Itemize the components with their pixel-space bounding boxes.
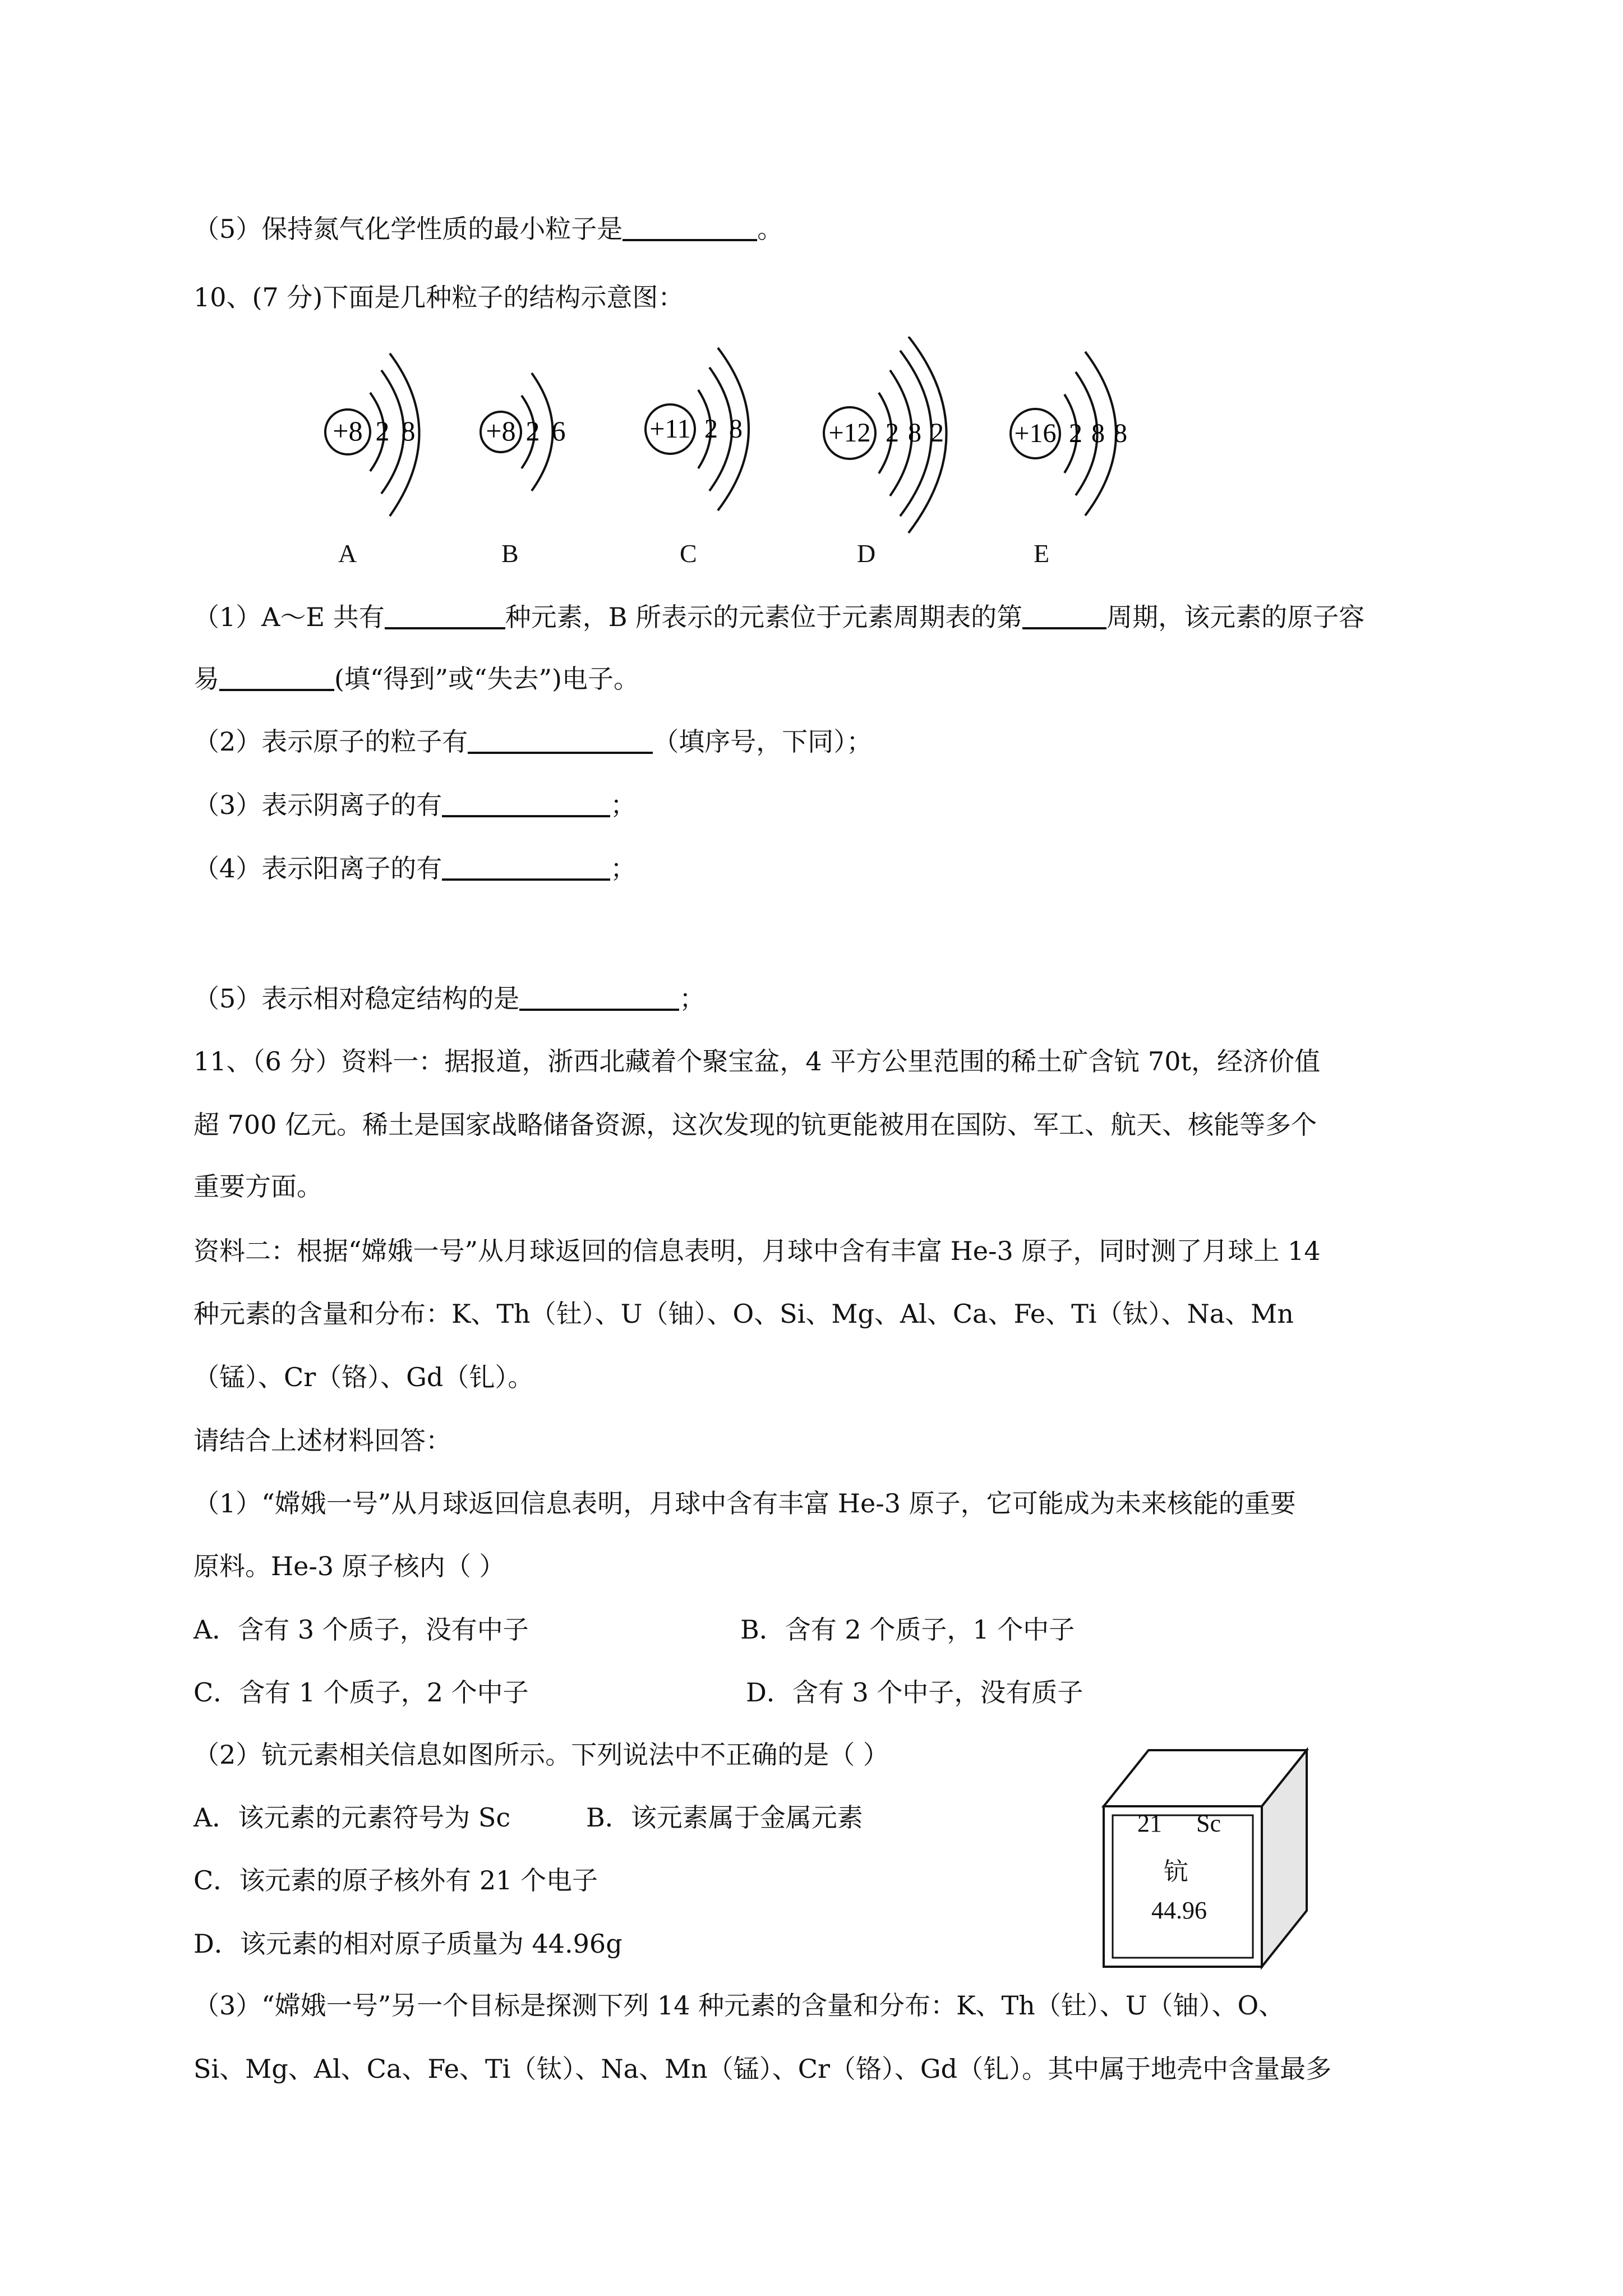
q9-sub5-text: （5）保持氮气化学性质的最小粒子是 — [193, 214, 623, 244]
q9-sub5-end: 。 — [757, 214, 783, 244]
q11-sub2-option-c[interactable]: C．该元素的原子核外有 21 个电子 — [193, 1865, 598, 1895]
atom-diagram-c — [639, 342, 785, 530]
q10-sub5 — [193, 982, 705, 1015]
q11-line6: （锰）、Cr（铬）、Gd（钆）。 — [193, 1362, 534, 1392]
q11-line5: 种元素的含量和分布：K、Th（钍）、U（铀）、O、Si、Mg、Al、Ca、Fe、Ti（钛）、Na、Mn — [193, 1299, 1294, 1329]
q10-sub2 — [193, 725, 872, 758]
atom-diagram-b — [476, 348, 610, 530]
q11-line4: 资料二：根据“嫦娥一号”从月球返回的信息表明，月球中含有丰富 He-3 原子，同时测了月球上 14 — [193, 1236, 1321, 1266]
answer-blank[interactable] — [442, 853, 610, 881]
atom-label-c: C — [680, 539, 697, 568]
atom-d-nucleus: +12 — [828, 418, 871, 448]
q10-sub5-text-a: （5）表示相对稳定结构的是 — [193, 983, 520, 1014]
atom-diagram-d — [816, 337, 984, 541]
atom-label-e: E — [1034, 539, 1050, 568]
answer-blank[interactable] — [1022, 601, 1106, 629]
q10-sub1-text-b: 种元素，B 所表示的元素位于元素周期表的第 — [505, 602, 1023, 632]
atom-b-shell-2: 6 — [551, 415, 566, 447]
element-card-sc — [1099, 1739, 1318, 1977]
atom-e-shell-3: 8 — [1114, 418, 1127, 448]
answer-blank[interactable] — [442, 789, 610, 817]
q11-sub1-option-c[interactable]: C．含有 1 个质子，2 个中子 — [193, 1677, 529, 1708]
atom-d-shell-2: 8 — [908, 418, 921, 448]
q9-sub5 — [193, 212, 783, 246]
atom-e-shell-2: 8 — [1091, 418, 1105, 448]
answer-blank[interactable] — [519, 983, 679, 1011]
atom-label-b: B — [501, 539, 519, 568]
atom-a-shell-2: 8 — [401, 415, 416, 447]
q11-sub2-option-d[interactable]: D．该元素的相对原子质量为 44.96g — [193, 1929, 623, 1959]
q11-sub1-option-b[interactable]: B．含有 2 个质子，1 个中子 — [740, 1614, 1075, 1645]
q11-sub3-line2: Si、Mg、Al、Ca、Fe、Ti（钛）、Na、Mn（锰）、Cr（铬）、Gd（钆）。其中属于地壳中含量最多 — [193, 2054, 1332, 2084]
q10-sub4 — [193, 852, 636, 885]
answer-blank[interactable] — [468, 726, 653, 754]
q10-sub4-text-b: ； — [610, 853, 637, 884]
q11-sub1-option-d[interactable]: D．含有 3 个中子，没有质子 — [746, 1677, 1083, 1708]
element-atomic-mass: 44.96 — [1151, 1897, 1207, 1924]
q10-sub3 — [193, 788, 636, 822]
q10-sub3-text-b: ； — [610, 790, 637, 820]
atom-e-shell-1: 2 — [1069, 418, 1082, 448]
q10-sub1-text-e: (填“得到”或“失去”)电子。 — [334, 664, 639, 694]
element-name: 钪 — [1164, 1858, 1188, 1885]
atom-label-d: D — [857, 539, 876, 568]
atom-d-shell-3: 2 — [930, 418, 944, 448]
q11-sub1-line1: （1）“嫦娥一号”从月球返回信息表明，月球中含有丰富 He-3 原子，它可能成为未来核能的重要 — [193, 1488, 1296, 1519]
atom-label-a: A — [338, 539, 357, 568]
q10-sub5-text-b: ； — [679, 983, 706, 1014]
element-symbol: Sc — [1196, 1810, 1221, 1837]
q11-line3: 重要方面。 — [193, 1171, 322, 1202]
q10-sub2-text-a: （2）表示原子的粒子有 — [193, 726, 468, 757]
q10-sub2-text-b: （填序号，下同）； — [653, 726, 873, 757]
atom-d-shell-1: 2 — [886, 418, 899, 448]
atom-e-nucleus: +16 — [1014, 418, 1057, 448]
q10-sub1-text-a: （1）A～E 共有 — [193, 602, 385, 632]
element-atomic-number: 21 — [1137, 1810, 1162, 1837]
q10-sub1-text-d: 易 — [193, 664, 219, 694]
q11-sub1-line2: 原料。He-3 原子核内（ ） — [193, 1551, 505, 1581]
q11-line2: 超 700 亿元。稀土是国家战略储备资源，这次发现的钪更能被用在国防、军工、航天、核能等多个 — [193, 1110, 1317, 1140]
q11-line7: 请结合上述材料回答： — [193, 1425, 451, 1456]
q10-title: 10、(7 分)下面是几种粒子的结构示意图： — [193, 282, 684, 312]
q10-sub1-text-c: 周期，该元素的原子容 — [1106, 602, 1365, 632]
atom-a-shell-1: 2 — [375, 415, 390, 447]
q11-sub2-stem: （2）钪元素相关信息如图所示。下列说法中不正确的是（ ） — [193, 1740, 889, 1770]
atom-c-nucleus: +11 — [649, 414, 691, 444]
q10-sub1-line2 — [193, 662, 639, 696]
q10-sub1-line1 — [193, 600, 1364, 634]
q11-sub1-option-a[interactable]: A．含有 3 个质子，没有中子 — [193, 1614, 529, 1645]
atom-c-shell-2: 8 — [729, 414, 743, 444]
atom-diagram-e — [1004, 339, 1172, 538]
atom-diagram-a — [314, 348, 449, 530]
q11-line1: 11、（6 分）资料一：据报道，浙西北藏着个聚宝盆，4 平方公里范围的稀土矿含钪 70t，经济价值 — [193, 1046, 1320, 1076]
q11-sub2-option-b[interactable]: B．该元素属于金属元素 — [586, 1802, 863, 1833]
atom-b-nucleus: +8 — [486, 415, 516, 447]
q10-sub4-text-a: （4）表示阳离子的有 — [193, 853, 442, 884]
answer-blank[interactable] — [219, 663, 334, 691]
q11-sub2-option-a[interactable]: A．该元素的元素符号为 Sc — [193, 1802, 511, 1833]
q11-sub3-line1: （3）“嫦娥一号”另一个目标是探测下列 14 种元素的含量和分布：K、Th（钍）、U（铀）、O、 — [193, 1990, 1285, 2021]
atom-c-shell-1: 2 — [704, 414, 718, 444]
atom-a-nucleus: +8 — [333, 415, 363, 447]
q10-sub3-text-a: （3）表示阴离子的有 — [193, 790, 442, 820]
answer-blank[interactable] — [385, 601, 505, 629]
atom-b-shell-1: 2 — [525, 415, 540, 447]
answer-blank[interactable] — [623, 213, 757, 241]
